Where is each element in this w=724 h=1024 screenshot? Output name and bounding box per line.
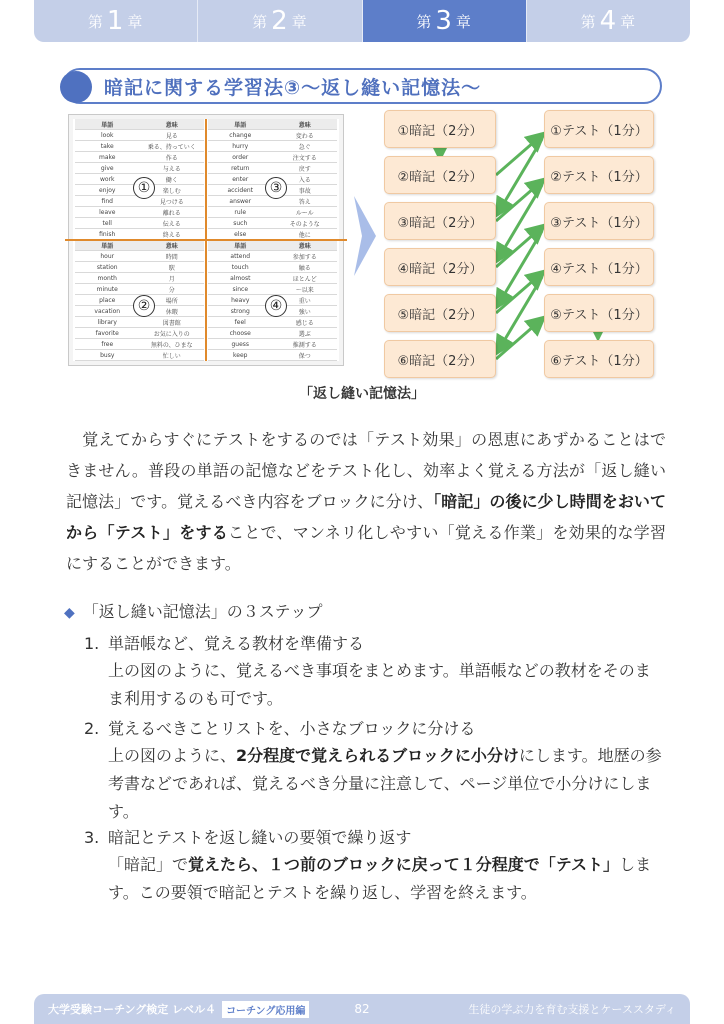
page-footer bbox=[34, 994, 690, 1024]
word-table-header-cell: 単語 bbox=[234, 121, 247, 129]
word-table-header-cell: 意味 bbox=[298, 242, 311, 250]
steps-title-text: 「返し縫い記憶法」の３ステップ bbox=[82, 602, 323, 621]
diamond-bullet-icon: ◆ bbox=[64, 605, 75, 621]
word-cell: such bbox=[233, 219, 248, 227]
meaning-cell: 場所 bbox=[165, 297, 178, 305]
step-desc: します。この要領で暗記とテストを繰り返し、学習を終えます。 bbox=[108, 855, 652, 902]
word-cell: rule bbox=[234, 208, 247, 216]
word-table-row bbox=[75, 152, 204, 163]
meaning-cell: 入る bbox=[298, 176, 311, 184]
meaning-cell: 保つ bbox=[298, 352, 311, 360]
meaning-cell: 時間 bbox=[165, 253, 178, 261]
meaning-cell: ほとんど bbox=[292, 275, 317, 283]
word-table-header-cell: 意味 bbox=[298, 121, 311, 129]
section-title: 暗記に関する学習法③〜返し縫い記憶法〜 bbox=[104, 76, 482, 99]
step-number: 3. bbox=[84, 828, 100, 847]
word-cell: library bbox=[97, 318, 117, 326]
steps-title bbox=[64, 599, 322, 622]
word-cell: vacation bbox=[94, 307, 121, 315]
meaning-cell: 与える bbox=[162, 165, 181, 173]
word-table-header-cell: 単語 bbox=[234, 242, 247, 250]
step-number: 2. bbox=[84, 719, 100, 738]
word-table-row bbox=[75, 273, 204, 284]
meaning-cell: 選ぶ bbox=[298, 330, 311, 338]
tab-number: 3 bbox=[435, 6, 453, 36]
meaning-cell: 休暇 bbox=[165, 308, 178, 316]
tab-chapter-1[interactable] bbox=[34, 0, 198, 42]
word-table-row bbox=[75, 317, 204, 328]
chapter-tabs bbox=[34, 0, 690, 42]
word-cell: since bbox=[232, 285, 249, 293]
word-cell: heavy bbox=[231, 296, 250, 304]
word-table-row bbox=[208, 273, 337, 284]
word-cell: strong bbox=[230, 307, 250, 315]
meaning-cell: 他に bbox=[298, 231, 311, 239]
tab-chapter-4[interactable] bbox=[527, 0, 690, 42]
meaning-cell: 乗る、持っていく bbox=[147, 143, 196, 151]
meaning-cell: 離れる bbox=[162, 209, 181, 217]
step-desc-emphasis: 2分程度で覚えられるブロックに小分け bbox=[236, 746, 519, 765]
tab-prefix: 第 bbox=[580, 12, 597, 31]
back-stitch-flow-diagram bbox=[376, 108, 676, 380]
word-table-row bbox=[208, 207, 337, 218]
memorize-box-2: ②暗記（2分） bbox=[384, 156, 496, 194]
word-table-row bbox=[208, 251, 337, 262]
meaning-cell: 作る bbox=[165, 154, 178, 162]
word-cell: station bbox=[96, 263, 118, 271]
meaning-cell: 〜以来 bbox=[295, 286, 314, 294]
arrow-memorize-to-test bbox=[496, 319, 542, 359]
word-cell: hour bbox=[100, 252, 115, 260]
meaning-cell: 触る bbox=[298, 264, 311, 272]
word-cell: finish bbox=[99, 230, 116, 238]
word-table-row bbox=[75, 262, 204, 273]
arrow-memorize-to-test bbox=[496, 135, 542, 175]
word-cell: busy bbox=[100, 351, 115, 359]
step-desc: 上の図のように、 bbox=[108, 746, 237, 765]
test-box-2: ②テスト（1分） bbox=[544, 156, 654, 194]
word-table-header-cell: 単語 bbox=[101, 242, 114, 250]
step-2 bbox=[84, 716, 664, 826]
step-desc: にします。地歴の参考書などであれば、覚えるべき分量に注意して、ページ単位で小分けにします。 bbox=[108, 746, 662, 821]
word-cell: choose bbox=[229, 329, 251, 337]
meaning-cell: 戻す bbox=[298, 165, 311, 173]
word-table-header-row bbox=[75, 240, 204, 251]
word-table-row bbox=[75, 284, 204, 295]
meaning-cell: 分 bbox=[168, 286, 175, 294]
word-cell: else bbox=[234, 230, 247, 238]
quadrant-label-3: ③ bbox=[265, 177, 287, 199]
quadrant-label-4: ④ bbox=[265, 295, 287, 317]
memorize-box-3: ③暗記（2分） bbox=[384, 202, 496, 240]
word-table-row bbox=[208, 328, 337, 339]
word-table-figure bbox=[68, 114, 344, 366]
word-cell: place bbox=[99, 296, 116, 304]
word-table-header-row bbox=[208, 119, 337, 130]
tab-number: 1 bbox=[106, 6, 125, 36]
meaning-cell: 急ぐ bbox=[298, 143, 311, 151]
word-cell: order bbox=[232, 153, 249, 161]
memorize-box-1: ①暗記（2分） bbox=[384, 110, 496, 148]
tab-suffix: 章 bbox=[620, 12, 637, 31]
word-cell: leave bbox=[99, 208, 116, 216]
table-divider-horizontal bbox=[65, 239, 347, 241]
word-table-row bbox=[208, 130, 337, 141]
tab-prefix: 第 bbox=[416, 12, 433, 31]
word-table-row bbox=[208, 262, 337, 273]
arrow-memorize-to-test bbox=[496, 273, 542, 313]
word-cell: return bbox=[231, 164, 250, 172]
meaning-cell: 無料の、ひまな bbox=[150, 341, 193, 349]
tab-suffix: 章 bbox=[455, 12, 472, 31]
word-table-row bbox=[208, 350, 337, 361]
word-table-row bbox=[208, 284, 337, 295]
step-3 bbox=[84, 825, 664, 907]
word-table-row bbox=[75, 163, 204, 174]
memorize-box-5: ⑤暗記（2分） bbox=[384, 294, 496, 332]
meaning-cell: 答え bbox=[298, 198, 311, 206]
meaning-cell: 変わる bbox=[295, 132, 314, 140]
meaning-cell: 駅 bbox=[168, 264, 175, 272]
word-cell: attend bbox=[230, 252, 251, 260]
test-box-5: ⑤テスト（1分） bbox=[544, 294, 654, 332]
word-table-row bbox=[75, 251, 204, 262]
meaning-cell: 参加する bbox=[292, 253, 317, 261]
word-cell: make bbox=[99, 153, 116, 161]
word-cell: enjoy bbox=[99, 186, 116, 194]
body-paragraph bbox=[66, 424, 666, 579]
memorize-box-4: ④暗記（2分） bbox=[384, 248, 496, 286]
meaning-cell: 事故 bbox=[298, 187, 311, 195]
word-cell: answer bbox=[229, 197, 252, 205]
meaning-cell: 月 bbox=[168, 275, 175, 283]
meaning-cell: ルール bbox=[295, 209, 314, 217]
quadrant-label-2: ② bbox=[133, 295, 155, 317]
meaning-cell: 図書館 bbox=[162, 319, 181, 327]
meaning-cell: 楽しむ bbox=[162, 187, 181, 195]
tab-prefix: 第 bbox=[252, 12, 269, 31]
meaning-cell: お気に入りの bbox=[153, 330, 190, 338]
step-heading: 暗記とテストを返し縫いの要領で繰り返す bbox=[108, 828, 412, 847]
word-cell: hurry bbox=[232, 142, 249, 150]
word-cell: find bbox=[101, 197, 113, 205]
meaning-cell: 重い bbox=[298, 297, 311, 305]
tab-number: 4 bbox=[599, 6, 618, 36]
word-cell: give bbox=[100, 164, 114, 172]
step-desc-emphasis: 覚えたら、１つ前のブロックに戻って１分程度で「テスト」 bbox=[188, 855, 620, 874]
word-table-header-cell: 意味 bbox=[165, 242, 178, 250]
meaning-cell: 働く bbox=[165, 176, 178, 184]
word-cell: take bbox=[100, 142, 114, 150]
meaning-cell: 強い bbox=[298, 308, 311, 316]
meaning-cell: そのような bbox=[289, 220, 320, 228]
quadrant-label-1: ① bbox=[133, 177, 155, 199]
meaning-cell: 忙しい bbox=[162, 352, 181, 360]
word-cell: month bbox=[97, 274, 117, 282]
memorize-box-6: ⑥暗記（2分） bbox=[384, 340, 496, 378]
meaning-cell: 見つける bbox=[159, 198, 184, 206]
word-cell: change bbox=[229, 131, 252, 139]
word-cell: enter bbox=[232, 175, 249, 183]
tab-number: 2 bbox=[271, 6, 289, 36]
word-table-row bbox=[75, 328, 204, 339]
tab-suffix: 章 bbox=[127, 12, 144, 31]
section-header bbox=[62, 68, 662, 104]
word-table-header-row bbox=[75, 119, 204, 130]
arrow-memorize-to-test bbox=[496, 181, 542, 221]
footer-chapter-title: 生徒の学ぶ力を育む支援とケーススタディ bbox=[468, 1003, 676, 1016]
word-table-header-row bbox=[208, 240, 337, 251]
tab-prefix: 第 bbox=[87, 12, 104, 31]
figure-caption: 「返し縫い記憶法」 bbox=[299, 386, 425, 402]
word-table-grid bbox=[73, 119, 339, 361]
word-table-row bbox=[208, 339, 337, 350]
word-table-header-cell: 単語 bbox=[101, 121, 114, 129]
meaning-cell: 推測する bbox=[292, 341, 317, 349]
test-box-3: ③テスト（1分） bbox=[544, 202, 654, 240]
meaning-cell: 伝える bbox=[162, 220, 181, 228]
body-text-part: ことで、マンネリ化しやすい「覚える作業」を効果的な学習にすることができます。 bbox=[66, 523, 666, 573]
step-desc: 上の図のように、覚えるべき事項をまとめます。単語帳などの教材をそのまま利用するのも可です。 bbox=[108, 661, 651, 708]
test-box-4: ④テスト（1分） bbox=[544, 248, 654, 286]
word-cell: minute bbox=[96, 285, 118, 293]
tab-suffix: 章 bbox=[291, 12, 308, 31]
circle-bullet-icon bbox=[60, 71, 92, 103]
word-table-row bbox=[75, 141, 204, 152]
word-cell: feel bbox=[234, 318, 246, 326]
body-text-part: 覚えてからすぐにテストをするのでは「テスト効果」の恩恵にあずかることはできません。普段の単語の記憶などをテスト化し、効率よく覚える方法が「返し縫い記憶法」です。覚えるべき内容をブロックに分け、 bbox=[66, 430, 666, 511]
test-box-1: ①テスト（1分） bbox=[544, 110, 654, 148]
body-text-emphasis: 「暗記」の後に少し時間をおいてから「テスト」をする bbox=[66, 492, 666, 542]
meaning-cell: 注文する bbox=[292, 154, 317, 162]
word-table-row bbox=[75, 218, 204, 229]
word-cell: keep bbox=[233, 351, 248, 359]
arrow-memorize-to-test bbox=[496, 227, 542, 267]
word-table-row bbox=[75, 207, 204, 218]
footer-course-title: 大学受験コーチング検定 レベル４ bbox=[48, 1003, 217, 1016]
step-desc: 「暗記」で bbox=[108, 855, 189, 874]
word-table-row bbox=[208, 152, 337, 163]
step-heading: 覚えるべきことリストを、小さなブロックに分ける bbox=[108, 719, 476, 738]
word-cell: favorite bbox=[95, 329, 119, 337]
word-table-row bbox=[75, 350, 204, 361]
word-cell: look bbox=[101, 131, 114, 139]
word-table-row bbox=[75, 339, 204, 350]
word-table-row bbox=[208, 317, 337, 328]
word-table-row bbox=[75, 130, 204, 141]
tab-chapter-3[interactable] bbox=[363, 0, 527, 42]
step-1 bbox=[84, 631, 664, 713]
step-heading: 単語帳など、覚える教材を準備する bbox=[108, 634, 365, 653]
word-table-row bbox=[208, 163, 337, 174]
word-table-row bbox=[208, 141, 337, 152]
word-cell: work bbox=[99, 175, 115, 183]
word-table-header-cell: 意味 bbox=[165, 121, 178, 129]
word-cell: accident bbox=[227, 186, 254, 194]
footer-badge: コーチング応用編 bbox=[222, 1001, 309, 1018]
word-cell: almost bbox=[230, 274, 251, 282]
word-cell: tell bbox=[102, 219, 112, 227]
word-cell: free bbox=[101, 340, 114, 348]
word-cell: touch bbox=[231, 263, 249, 271]
word-table-row bbox=[208, 218, 337, 229]
meaning-cell: 感じる bbox=[295, 319, 314, 327]
chevron-right-icon bbox=[354, 196, 376, 276]
tab-chapter-2[interactable] bbox=[198, 0, 362, 42]
meaning-cell: 終える bbox=[162, 231, 181, 239]
test-box-6: ⑥テスト（1分） bbox=[544, 340, 654, 378]
word-cell: guess bbox=[231, 340, 250, 348]
page-number: 82 bbox=[354, 1002, 370, 1016]
meaning-cell: 見る bbox=[165, 132, 178, 140]
step-number: 1. bbox=[84, 634, 100, 653]
